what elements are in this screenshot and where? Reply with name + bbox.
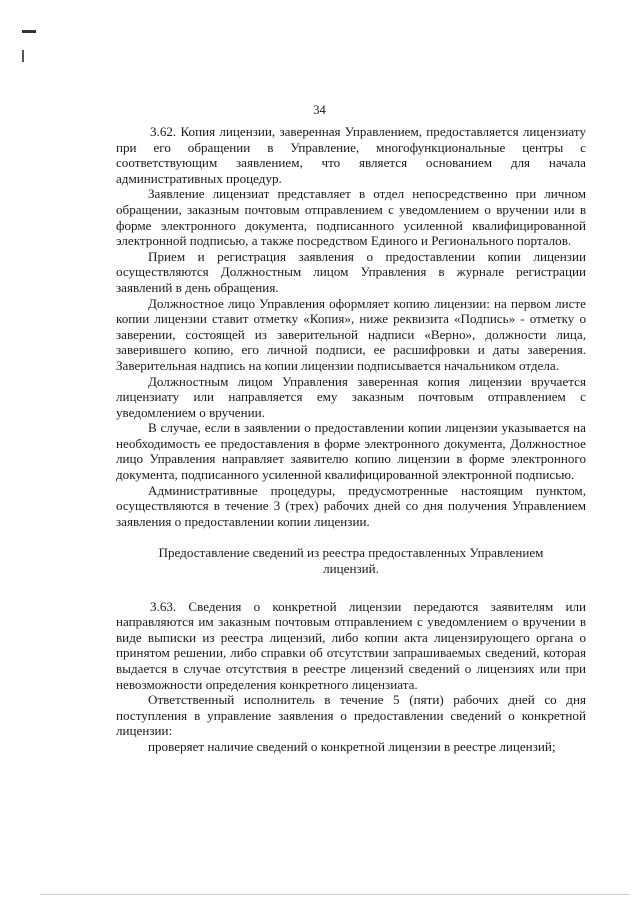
- section-heading: [116, 545, 586, 576]
- paragraph-3-63: 3.63. Сведения о конкретной лицензии передаются заявителям или направляются им заказным почтовым отправлением с уведомлением о вручении в виде выписки из реестра лицензий, либо копии акта лицензирующего органа о принятом решении, либо справки об отсутствии запрашиваемых сведений, которая выдается в случае отсутствия в реестре лицензий сведений о лицензиях или при невозможности определения конкретного лицензиата.: [116, 598, 586, 692]
- paragraph: Должностное лицо Управления оформляет копию лицензии: на первом листе копии лицензии ставит отметку «Копия», ниже реквизита «Подпись» - отметку о заверении, состоящей из заверительной надписи «Верно», должности лица, заверившего копию, его личной подписи, ее расшифровки и даты заверения. Заверительная надпись на копии лицензии подписывается начальником отдела.: [116, 295, 586, 373]
- paragraph: Ответственный исполнитель в течение 5 (пяти) рабочих дней со дня поступления в управление заявления о предоставлении сведений о конкретной лицензии:: [116, 692, 586, 739]
- paragraph: Административные процедуры, предусмотренные настоящим пунктом, осуществляются в течение 3 (трех) рабочих дней со дня получения Управлением заявления о предоставлении копии лицензии.: [116, 482, 586, 529]
- section-heading-line-2: лицензий.: [323, 561, 379, 577]
- bottom-scan-edge: [40, 894, 629, 895]
- paragraph: проверяет наличие сведений о конкретной лицензии в реестре лицензий;: [148, 738, 556, 754]
- paragraph: Заявление лицензиат представляет в отдел непосредственно при личном обращении, заказным почтовым отправлением с уведомлением о вручении или в форме электронного документа, подписанного усиленной квалифицированной электронной подписью, а также посредством Единого и Регионального порталов.: [116, 186, 586, 249]
- paragraph: Должностным лицом Управления заверенная копия лицензии вручается лицензиату или направляется ему заказным почтовым отправлением с уведомлением о вручении.: [116, 373, 586, 420]
- scan-artifact-mark: [22, 30, 36, 33]
- paragraph-3-62: 3.62. Копия лицензии, заверенная Управлением, предоставляется лицензиату при его обращении в Управление, многофункциональные центры с соответствующим заявлением, что является основанием для начала административных процедур.: [116, 124, 586, 186]
- paragraph: В случае, если в заявлении о предоставлении копии лицензии указывается на необходимость ее предоставления в форме электронного документа, Должностное лицо Управления направляет заявителю копию лицензии в форме электронного документа, подписанного усиленной квалифицированной электронной подписью.: [116, 420, 586, 483]
- document-body: [116, 124, 586, 755]
- paragraph: Прием и регистрация заявления о предоставлении копии лицензии осуществляются Должностным лицом Управления в журнале регистрации заявлений в день обращения.: [116, 248, 586, 295]
- section-heading-line-1: Предоставление сведений из реестра предоставленных Управлением: [158, 545, 544, 561]
- page-number: 34: [313, 103, 326, 117]
- scan-artifact-tick: [22, 50, 24, 62]
